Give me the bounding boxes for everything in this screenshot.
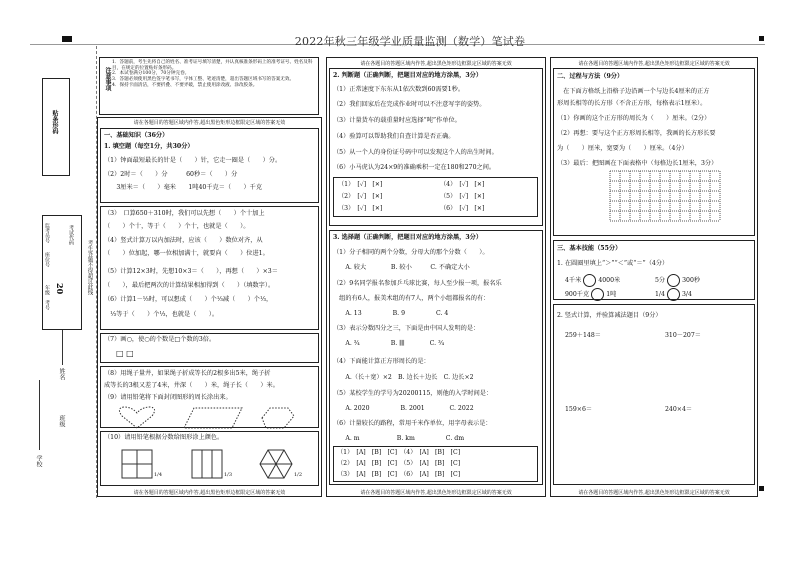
q1-line: （2）2时＝（ ）分 60秒＝（ ）分: [104, 171, 238, 178]
corner-mark-bottom-right: [759, 486, 764, 491]
grade-value: 20: [55, 283, 65, 295]
heart-shape: [119, 407, 154, 428]
calc-problem: 159×6＝: [565, 406, 593, 413]
compare-right: 1吨: [606, 291, 617, 298]
process-line: 形周长相等的长方形（不含正方形，每格表示1厘米）。: [557, 100, 707, 107]
notice-item: 2．本试卷满分100分，70分钟完卷。: [112, 71, 190, 77]
choice-line: A. 13 B. 9 C. 4: [333, 310, 449, 317]
notice-label: 注意事项: [104, 67, 111, 91]
skills-title: 三、基本技能（55分）: [557, 245, 622, 252]
judge-answer[interactable]: （2） [✓] [✕]: [338, 193, 383, 200]
area-note-top: 请在各题目的答题区域内作答,超出黑色矩形边框限定区域的答案无效: [133, 120, 286, 126]
perimeter-shapes: [112, 404, 312, 430]
name-line: [62, 330, 63, 365]
judge-answer[interactable]: （4） [✓] [✕]: [440, 181, 485, 188]
compare-title: 1. 在圆圈里填上“＞”“＜”或“＝”（4分）: [557, 260, 669, 267]
compare-right: 300秒: [682, 277, 701, 284]
choice-line: A. m B. km C. dm: [333, 435, 465, 442]
notice-item: 4．保持卡面清洁，不要折叠、不要弄破，禁止使用涂改液、涂改胶条。: [112, 82, 258, 88]
choice-line: （5）某校学生的学号为20200115，则他的入学时间是：: [333, 390, 493, 397]
compare-right: 4000米: [598, 277, 621, 284]
notice-list: [112, 60, 314, 89]
compare-circle[interactable]: [591, 288, 604, 301]
compare-row: [565, 274, 620, 287]
seat-label: 座位号: [44, 252, 50, 267]
judge-line: （4）验算可以帮助我们自查计算是否正确。: [333, 133, 455, 140]
choice-line: （2）9名同学报名参加乒乓球比赛，每人至少报一项，报名乐: [333, 280, 502, 287]
choice-line: （3）表示分数四分之三，下面是由中国人发明的是：: [333, 325, 480, 332]
compare-left: 5分: [655, 277, 666, 284]
q3-line: ⅓等于（ ）个⅓，也就是（ ）。: [104, 311, 219, 318]
choice-line: A. 2020 B. 2001 C. 2022: [333, 405, 474, 412]
q3-line: （ ）位加起，哪一位相加满十，就要向（ ）位进1。: [104, 250, 269, 257]
compare-row: [655, 288, 692, 301]
fraction-label: 1/4: [154, 472, 163, 478]
compare-row: [565, 288, 616, 301]
grade-label: 年级: [44, 285, 50, 295]
exam-no-label: 考号: [44, 300, 50, 310]
calc-problem: 240×4＝: [665, 406, 693, 413]
school-label: 学校: [35, 455, 42, 467]
area-note-top: 请在各题目的答题区域内作答,超出黑色矩形边框限定区域的答案无效: [360, 61, 512, 67]
calc-problem: 310－207＝: [665, 332, 701, 339]
page-title: 2022年秋三年级学业质量监测（数学）笔试卷: [294, 35, 526, 48]
choice-title: 3. 选择题（正确判断，把题目对应的地方涂黑，3分）: [333, 234, 483, 241]
q10-text: （10）请用铅笔根据分数给图形涂上颜色。: [104, 434, 224, 441]
code-label: 考试代码: [68, 225, 74, 245]
process-line: 在下面方格纸上沿格子边沿画一个与边长4厘米的正方: [557, 88, 710, 95]
q9-line: （9）请用铅笔将下面封闭图形的周长涂出来。: [104, 394, 232, 401]
corner-mark-right: [759, 36, 764, 41]
q3-line: （ ），最后把两次的计算结果相加得到（ ）（填数字）。: [104, 282, 275, 289]
compare-right: 3/4: [681, 291, 692, 298]
parallelogram-shape: [184, 408, 242, 428]
class-label: 班级: [58, 415, 65, 427]
choice-answer[interactable]: （3） [A] [B] [C] （6） [A] [B] [C]: [337, 471, 461, 478]
choice-line: 组的有6人，报美术组的有7人，两个小组都报名的有：: [333, 295, 490, 302]
process-line: （1）你画的这个正方形的周长为（ ）厘米。（2分）: [557, 115, 711, 122]
q3-line: （3） 口算650＋310时，我们可以先想（ ）个十加上: [104, 210, 265, 217]
name-label: 姓名: [58, 368, 65, 380]
q3-line: （5）计算12×3时，先想10×3＝（ ），再想（ ）×3＝: [104, 268, 278, 275]
q3-line: （6）计算1－⅓时，可以想成（ ）个⅓减（ ）个⅓，: [104, 296, 273, 303]
compare-circle[interactable]: [583, 274, 596, 287]
q8-line: （8）用绳子量井，如果绳子折成等长的2根多出5米，绳子折: [104, 370, 271, 377]
process-line: （2）再想：要与这个正方形周长相等，我画的长方形长要: [557, 130, 716, 137]
judge-line: （6）小马虎认为24×9的准确乘积一定在180和270之间。: [333, 164, 496, 171]
process-line: （3）最后：把图画在下面表格中（每格边长1厘米，3分）: [557, 160, 718, 167]
q1-line: 3厘米＝（ ）毫米 1吨40千克＝（ ）千克: [104, 184, 263, 191]
notice-item: 1．答题前，考生先将自己的姓名、准考证号填写清楚，并认真核准条形码上的准考证号、姓名及科目，在规定的位置贴好条形码。: [112, 60, 313, 71]
q3-line: （4）竖式计算万以内加法时，应该（ ）数位对齐，从: [104, 237, 263, 244]
area-note-top: 请在各题目的答题区域内作答,超出黑色矩形边框限定区域的答案无效: [578, 61, 730, 67]
choice-answer[interactable]: （1） [A] [B] [C] （4） [A] [B] [C]: [337, 449, 461, 456]
compare-left: 1/4: [655, 291, 665, 298]
school-line: [39, 380, 40, 450]
judge-line: （2）我们回家后在完成作业时可以不注意写字的姿势。: [333, 101, 486, 108]
fraction-label: 1/3: [224, 472, 233, 478]
exam-id-label: 监考员号: [44, 223, 50, 243]
calc-title: 2. 竖式计算，并验算减法题目（9分）: [557, 312, 662, 319]
area-note-bottom: 请在各题目的答题区域内作答,超出黑色矩形边框限定区域的答案无效: [360, 490, 512, 496]
judge-answer[interactable]: （5） [✓] [✕]: [440, 193, 485, 200]
q8-line: 成等长的3根又差了4米，井深（ ）米，绳子长（ ）米。: [104, 382, 279, 389]
judge-answer[interactable]: （6） [✓] [✕]: [440, 205, 485, 212]
judge-answer[interactable]: （1） [✓] [✕]: [338, 181, 383, 188]
barcode-label: 贴条形码: [51, 110, 58, 134]
area-note-bottom: 请在各题目的答题区域内作答,超出黑色矩形边框限定区域的答案无效: [133, 490, 286, 496]
choice-line: A.（长＋宽）×2 B. 边长＋边长 C. 边长×2: [333, 374, 474, 381]
q7-squares: □ □: [116, 349, 134, 358]
judge-title: 2. 判断题（正确判断，把题目对应的地方涂黑，3分）: [333, 72, 483, 79]
hexagon-shape: [262, 408, 294, 428]
notice-item: 3．答题必须使用黑色签字笔书写，字体工整、笔迹清楚，超出答题区域书写的答案无效。: [112, 77, 295, 83]
q7-text: （7）画○，使○的个数是□个数的3倍。: [104, 336, 216, 343]
choice-line: A. 较大 B. 较小 C. 不确定大小: [333, 264, 470, 271]
calc-problem: 259＋148＝: [565, 332, 601, 339]
choice-line: （4）下面能计算正方形周长的是：: [333, 358, 430, 365]
corner-mark-left: [62, 36, 72, 42]
fraction-shapes: [120, 448, 303, 482]
fraction-label: 1/2: [294, 472, 303, 478]
compare-circle[interactable]: [667, 288, 680, 301]
compare-circle[interactable]: [667, 274, 680, 287]
q1-title: 1. 填空题（每空1分，共30分）: [104, 143, 194, 150]
section-basic-title: 一、基础知识（36分）: [104, 132, 169, 139]
process-title: 二、过程与方法（9分）: [557, 73, 624, 80]
area-note-bottom: 请在各题目的答题区域内作答,超出黑色矩形边框限定区域的答案无效: [578, 490, 730, 496]
choice-line: A. ¾ B. ∥∥ C. ¾: [333, 340, 445, 347]
q1-line: （1）钟面最短最长的针是（ ）针，它走一圈是（ ）分。: [104, 157, 282, 164]
compare-row: [655, 274, 700, 287]
compare-left: 4千米: [565, 277, 582, 284]
no-answer-line-label: 考生答题不得超过此线: [86, 240, 93, 295]
compare-left: 900千克: [565, 291, 590, 298]
judge-line: （5）从一个人的身份证号码中可以发现这个人的出生时间。: [333, 149, 498, 156]
judge-answer[interactable]: （3） [✓] [✕]: [338, 205, 383, 212]
process-line: 为（ ）厘米，宽要为（ ）厘米。（4分）: [557, 145, 688, 152]
q3-line: （ ）个十，等于（ ）个十，也就是（ ）。: [104, 223, 250, 230]
judge-line: （3）计量货车的载重量时应选择“吨”作单位。: [333, 117, 461, 124]
choice-answer[interactable]: （2） [A] [B] [C] （5） [A] [B] [C]: [337, 460, 461, 467]
choice-line: （1）分子相同的两个分数，分母大的那个分数（ ）。: [333, 249, 489, 256]
choice-line: （6）计量较长的路程，常用千米作单位，用字母表示是：: [333, 420, 492, 427]
grid-paper: [608, 170, 724, 222]
judge-line: （1）正常速度下东东从1依次数到60需要1秒。: [333, 86, 465, 93]
square-thirds: [192, 450, 222, 478]
